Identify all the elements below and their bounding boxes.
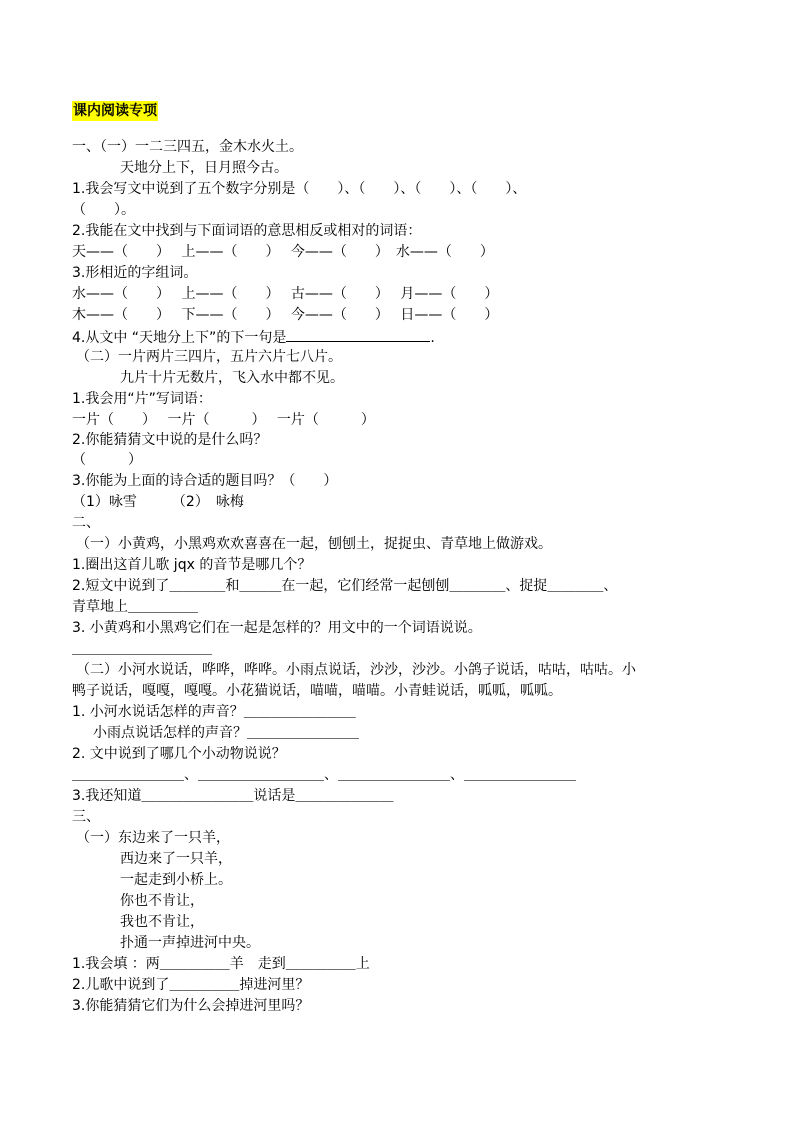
answer-blank[interactable]	[286, 327, 430, 342]
question-4-3: 3.我还知道＿＿＿＿＿＿＿＿说话是＿＿＿＿＿＿＿	[72, 788, 394, 804]
section-3-heading: 三、	[72, 809, 100, 825]
section-2-2-text-1: （二）小河水说话，哗哗，哗哗。小雨点说话，沙沙，沙沙。小鸽子说话，咕咕，咕咕。小	[76, 662, 636, 678]
question-1-3-row-1: 水——（ ） 上——（ ） 古——（ ） 月——（ ）	[72, 286, 499, 302]
section-1-poem-line-1: 一、（一）一二三四五，金木水火土。	[72, 139, 303, 155]
question-1-1: 1.我会写文中说到了五个数字分别是（ ）、（ ）、（ ）、（ ）、	[72, 181, 527, 197]
section-2-2-text-2: 鸭子说话，嘎嘎，嘎嘎。小花猫说话，喵喵，喵喵。小青蛙说话，呱呱，呱呱。	[72, 683, 562, 699]
question-1-2-row: 天——（ ） 上——（ ） 今——（ ） 水——（ ）	[72, 244, 494, 260]
page-title: 课内阅读专项	[73, 103, 157, 119]
question-3-2-cont: 青草地上＿＿＿＿＿	[72, 599, 198, 615]
question-5-1: 1.我会填 ：两＿＿＿＿＿羊 走到＿＿＿＿＿上	[72, 956, 370, 972]
section-1-2-poem-line-2: 九片十片无数片，飞入水中都不见。	[120, 370, 344, 386]
question-4-2: 2. 文中说到了哪几个小动物说说？	[72, 746, 286, 762]
question-1-4-text: 4.从文中 “天地分上下”的下一句是	[72, 330, 287, 346]
question-1-4	[72, 327, 435, 347]
section-1-2-poem-line-1: （二）一片两片三四片，五片六片七八片。	[76, 349, 342, 365]
section-2-heading: 二、	[72, 515, 100, 531]
question-1-2: 2.我能在文中找到与下面词语的意思相反或相对的词语：	[72, 223, 422, 239]
question-2-3-options: （1）咏雪 （2） 咏梅	[72, 494, 244, 510]
section-3-poem-line-2: 西边来了一只羊，	[120, 851, 232, 867]
question-3-3-answer: ＿＿＿＿＿＿＿＿＿＿	[72, 641, 212, 657]
question-2-1-row: 一片（ ） 一片（ ） 一片（ ）	[72, 412, 375, 428]
question-5-2: 2.儿歌中说到了＿＿＿＿＿掉进河里？	[72, 977, 310, 993]
section-3-poem-line-3: 一起走到小桥上。	[120, 872, 232, 888]
question-1-4-period: .	[430, 330, 435, 346]
section-1-poem-line-2: 天地分上下，日月照今古。	[120, 160, 288, 176]
question-4-2-answer: ＿＿＿＿＿＿＿＿、＿＿＿＿＿＿＿＿＿、＿＿＿＿＿＿＿＿、＿＿＿＿＿＿＿＿	[72, 767, 576, 783]
question-1-3: 3.形相近的字组词。	[72, 265, 198, 281]
section-2-1-text: （一）小黄鸡，小黑鸡欢欢喜喜在一起，刨刨土，捉捉虫、青草地上做游戏。	[76, 536, 552, 552]
section-3-poem-line-4: 你也不肯让，	[120, 893, 204, 909]
question-3-2: 2.短文中说到了＿＿＿＿和＿＿＿在一起，它们经常一起刨刨＿＿＿＿、捉捉＿＿＿＿、	[72, 578, 618, 594]
question-2-1: 1.我会用“片”写词语：	[72, 391, 212, 407]
question-2-2-answer: （ ）	[72, 452, 142, 468]
section-3-poem-line-6: 扑通一声掉进河中央。	[120, 935, 260, 951]
section-3-poem-line-5: 我也不肯让，	[120, 914, 204, 930]
question-2-2: 2.你能猜猜文中说的是什么吗？	[72, 432, 268, 448]
question-4-1: 1. 小河水说话怎样的声音？＿＿＿＿＿＿＿＿	[72, 704, 356, 720]
question-5-3: 3.你能猜猜它们为什么会掉进河里吗？	[72, 998, 310, 1014]
question-2-3: 3.你能为上面的诗合适的题目吗？（ ）	[72, 473, 338, 489]
question-4-1-b: 小雨点说话怎样的声音？＿＿＿＿＿＿＿＿	[93, 725, 359, 741]
question-1-3-row-2: 木——（ ） 下——（ ） 今——（ ） 日——（ ）	[72, 307, 499, 323]
question-1-1-cont: （ ）。	[72, 202, 135, 218]
section-3-poem-line-1: （一）东边来了一只羊，	[76, 830, 230, 846]
question-3-3: 3. 小黄鸡和小黑鸡它们在一起是怎样的？用文中的一个词语说说。	[72, 620, 482, 636]
question-3-1: 1.圈出这首儿歌 jqx 的音节是哪几个？	[72, 557, 312, 573]
